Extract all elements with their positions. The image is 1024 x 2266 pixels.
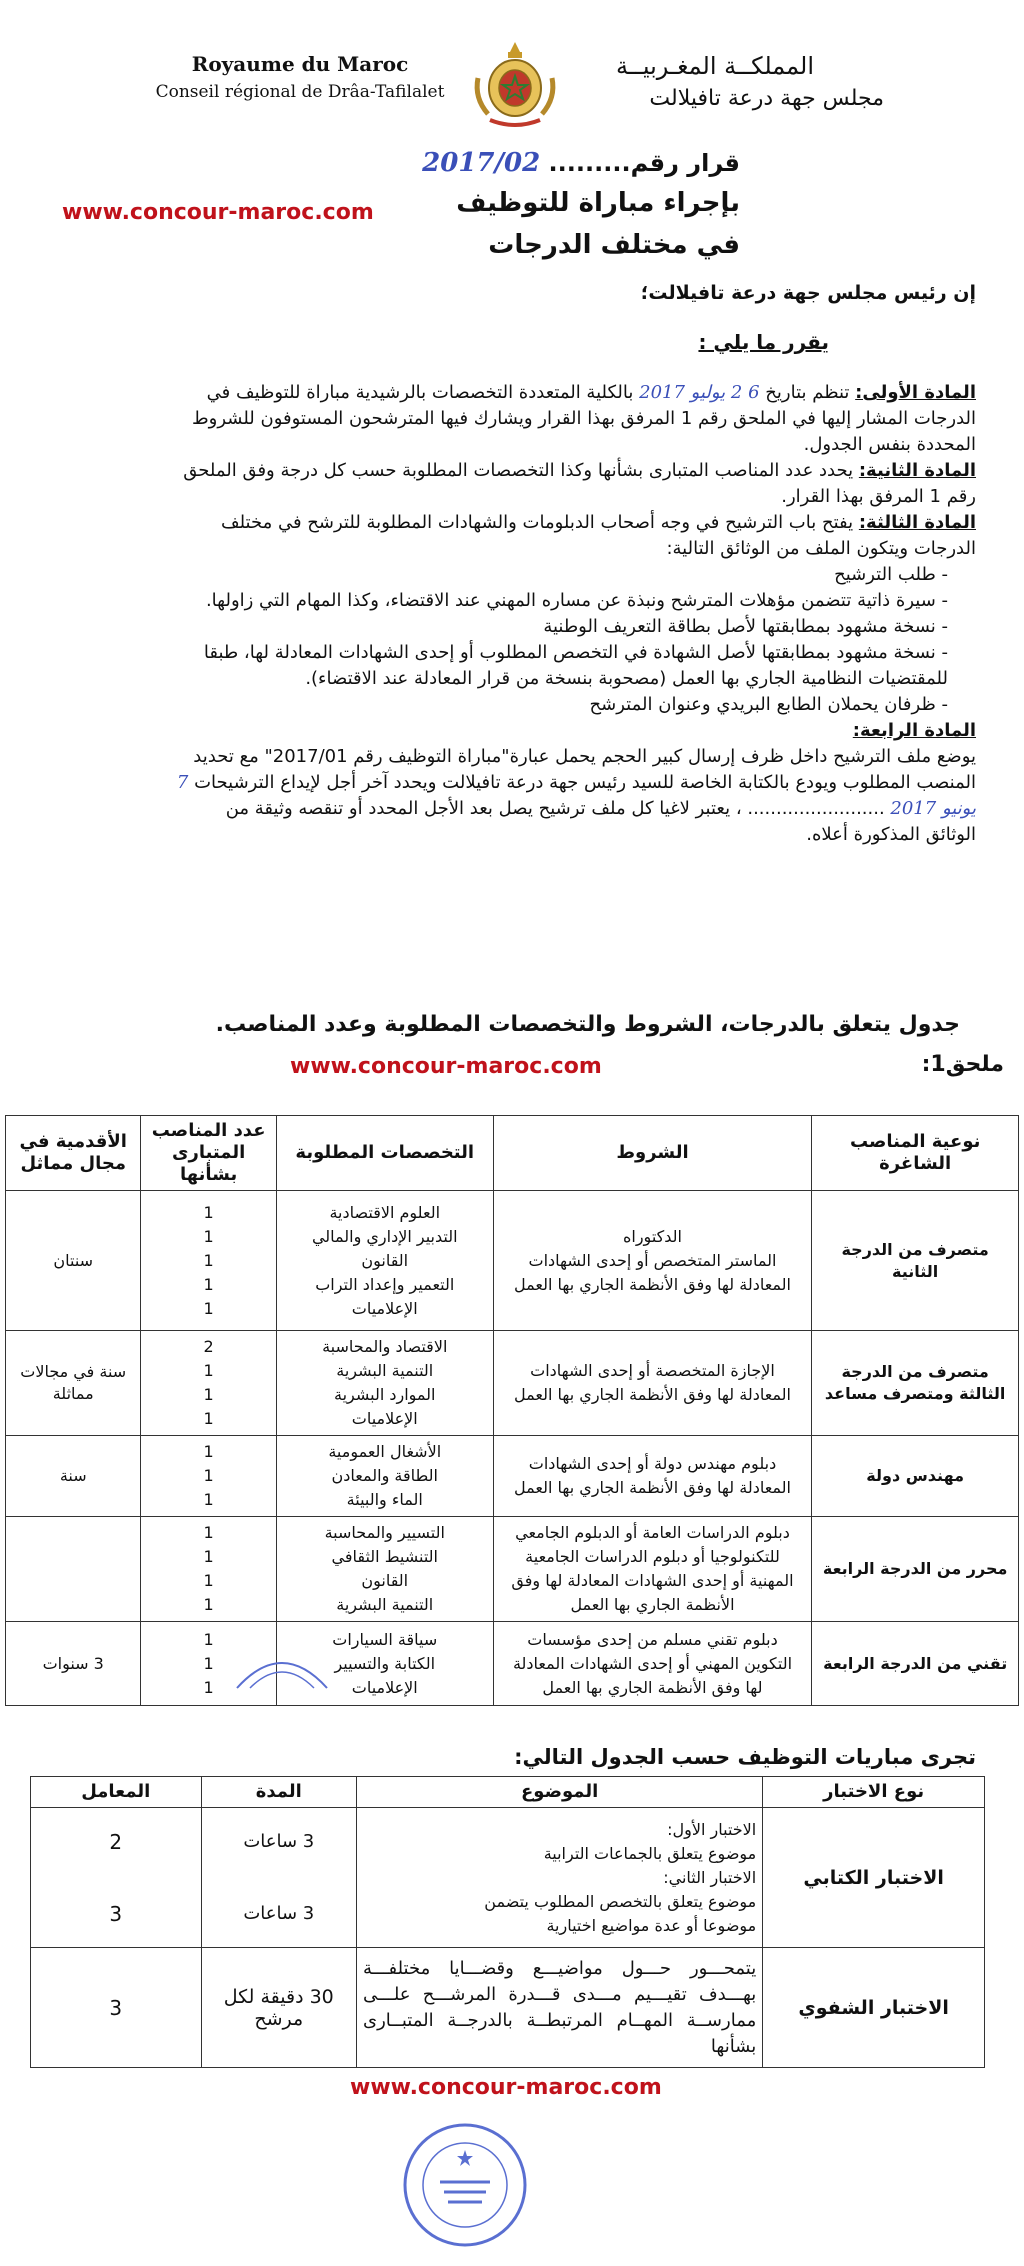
exams-title: تجرى مباريات التوظيف حسب الجدول التالي: (514, 1745, 976, 1769)
subject-line: موضوع يتعلق بالتخصص المطلوب يتضمن (484, 1891, 757, 1911)
article-4-text2: يعتبر لاغيا كل ملف ترشيح يصل بعد الأجل المحدد أو تنقصه وثيقة من الوثائق المذكورة أعلاه. (225, 798, 976, 845)
count-line: 1 (203, 1523, 214, 1542)
table-header: نوعية المناصب الشاغرة (812, 1116, 1019, 1191)
article-3-label: المادة الثالثة: (858, 512, 976, 533)
exam-duration-cell (201, 1808, 356, 1948)
decision-title-line3: في مختلف الدرجات (488, 230, 740, 260)
article-4-body: يوضع ملف الترشيح داخل ظرف إرسال كبير الحجم يحمل عبارة"مباراة التوظيف رقم 2017/01" مع تحديد المنصب المطلوب ويودع بالكتابة الخاصة للسيد رئيس جهة درعة تافيلالت ويحدد آخر أجل لإيداع الترشيحات 7 يونيو 2017 ........................ ، يعتبر لاغيا كل ملف ترشيح يصل بعد الأجل المحدد أو تنقصه وثيقة من الوثائق المذكورة أعلاه. (176, 746, 976, 845)
specialty-line: الكتابة والتسيير (334, 1653, 436, 1673)
specialty-line: الموارد البشرية (334, 1385, 436, 1404)
count-line: 1 (203, 1595, 214, 1614)
duration-line: 3 ساعات (243, 1830, 315, 1852)
count-line: 1 (203, 1442, 214, 1461)
condition-line: دبلوم الدراسات العامة أو الدبلوم الجامعي (515, 1523, 790, 1542)
articles-section (176, 380, 976, 848)
specialty-line: الأشغال العمومية (328, 1442, 442, 1461)
coef-line: 3 (109, 1901, 123, 1926)
list-item: - طلب الترشيح (176, 562, 948, 588)
condition-line: دبلوم تقني مسلم من إحدى مؤسسات (527, 1629, 778, 1649)
list-item: - نسخة مشهود بمطابقتها لأصل الشهادة في التخصص المطلوب أو إحدى الشهادات المعادلة لها، طبقا للمقتضيات النظامية الجاري بها العمل (مصحوبة بنسخة من قرار المعادلة عند الاقتضاء). (176, 640, 948, 692)
conditions-cell (493, 1436, 812, 1517)
count-line: 1 (203, 1298, 214, 1318)
specialty-line: الاقتصاد والمحاسبة (322, 1337, 448, 1356)
count-line: 1 (203, 1490, 214, 1509)
watermark-link[interactable]: www.concour-maroc.com (62, 200, 374, 225)
count-line: 1 (203, 1226, 214, 1246)
specialty-line: القانون (361, 1571, 409, 1590)
seniority-cell (6, 1517, 141, 1622)
count-line: 1 (203, 1385, 214, 1404)
grade-cell: تقني من الدرجة الرابعة (812, 1622, 1019, 1706)
count-cell (141, 1191, 276, 1331)
table-header: الموضوع (357, 1777, 763, 1808)
annex-title: جدول يتعلق بالدرجات، الشروط والتخصصات المطلوبة وعدد المناصب. (215, 1012, 960, 1037)
table-header: المدة (201, 1777, 356, 1808)
article-2-label: المادة الثانية: (858, 460, 976, 481)
condition-line: الدكتوراه (623, 1226, 682, 1246)
decision-number-label: قرار رقم......... (548, 149, 740, 177)
article-4-text: يوضع ملف الترشيح داخل ظرف إرسال كبير الحجم يحمل عبارة"مباراة التوظيف رقم 2017/01" مع تحديد المنصب المطلوب ويودع بالكتابة الخاصة للسيد رئيس جهة درعة تافيلالت ويحدد آخر أجل لإيداع الترشيحات (193, 746, 976, 793)
seniority-cell: سنة (6, 1436, 141, 1517)
specialty-line: القانون (361, 1250, 409, 1270)
annex-label: ملحق1: (921, 1052, 1004, 1077)
watermark-link[interactable]: www.concour-maroc.com (290, 1054, 602, 1079)
article-4-date: 7 يونيو 2017 (176, 772, 976, 819)
article-1-label: المادة الأولى: (855, 382, 976, 403)
conditions-cell (493, 1331, 812, 1436)
specialty-line: العلوم الاقتصادية (329, 1202, 441, 1222)
condition-line: المعادلة لها وفق الأنظمة الجاري بها العمل (514, 1478, 791, 1497)
condition-line: للتكنولوجيا أو دبلوم الدراسات الجامعية (525, 1547, 780, 1566)
grade-cell: متصرف من الدرجة الثانية (812, 1191, 1019, 1331)
intro-text: إن رئيس مجلس جهة درعة تافيلالت؛ (640, 282, 976, 304)
table-header: المعامل (31, 1777, 202, 1808)
seniority-cell: سنتان (6, 1191, 141, 1331)
count-cell (141, 1331, 276, 1436)
specialties-cell (276, 1517, 493, 1622)
condition-line: الإجازة المتخصصة أو إحدى الشهادات (530, 1361, 775, 1380)
count-cell (141, 1436, 276, 1517)
condition-line: التكوين المهني أو إحدى الشهادات المعادلة (512, 1653, 793, 1673)
specialty-line: التنشيط الثقافي (331, 1547, 438, 1566)
exam-subject-cell: يتمحـــور حـــول مواضيـــع وقضـــايا مختلفـــة بهـــدف تقيـــيم مـــدى قـــدرة المرشـــح علـــى ممارســة المهــام المرتبطــة بالدرجــة المتبــارى بشأنها (357, 1948, 763, 2068)
header-ar-line2: مجلس جهة درعة تافيلالت (649, 86, 884, 111)
table-header: عدد المناصب المتبارى بشأنها (141, 1116, 276, 1191)
specialty-line: التدبير الإداري والمالي (311, 1226, 458, 1246)
article-3-text: يفتح باب الترشيح في وجه أصحاب الدبلومات والشهادات المطلوبة للترشح في مختلف الدرجات ويتكون الملف من الوثائق التالية: (220, 512, 976, 559)
specialty-line: التنمية البشرية (336, 1361, 434, 1380)
subject-line: الاختبار الأول: (667, 1819, 757, 1839)
specialty-line: الماء والبيئة (346, 1490, 423, 1509)
subject-line: الاختبار الثاني: (663, 1867, 757, 1887)
specialty-line: الطاقة والمعادن (331, 1466, 438, 1485)
council-stamp-icon (400, 2120, 530, 2250)
exams-table (30, 1776, 985, 2068)
specialties-cell (276, 1436, 493, 1517)
table-row (6, 1436, 1019, 1517)
conditions-cell (493, 1517, 812, 1622)
conditions-cell (493, 1191, 812, 1331)
watermark-link[interactable]: www.concour-maroc.com (350, 2075, 662, 2100)
count-line: 1 (203, 1547, 214, 1566)
article-1-date: 6 2 يوليو 2017 (639, 382, 760, 403)
specialty-line: الإعلاميات (351, 1409, 418, 1428)
exam-coef-cell (31, 1808, 202, 1948)
count-line: 1 (203, 1677, 214, 1697)
article-1-pre: تنظم بتاريخ (765, 382, 856, 403)
article-3 (176, 510, 976, 562)
seniority-cell: 3 سنوات (6, 1622, 141, 1706)
stamp-fragment-icon (232, 1648, 332, 1693)
count-line: 1 (203, 1274, 214, 1294)
specialty-line: سياقة السيارات (332, 1629, 438, 1649)
table-row (31, 1808, 985, 1948)
count-line: 1 (203, 1629, 214, 1649)
article-2-text: يحدد عدد المناصب المتبارى بشأنها وكذا التخصصات المطلوبة حسب كل درجة وفق الملحق رقم 1 المرفق بهذا القرار. (183, 460, 976, 507)
count-line: 1 (203, 1202, 214, 1222)
table-header: التخصصات المطلوبة (276, 1116, 493, 1191)
table-row (6, 1517, 1019, 1622)
article-4 (176, 718, 976, 744)
table-row (6, 1191, 1019, 1331)
specialty-line: التعمير وإعداد التراب (315, 1274, 455, 1294)
condition-line: المعادلة لها وفق الأنظمة الجاري بها العمل (514, 1385, 791, 1404)
grade-cell: متصرف من الدرجة الثالثة ومتصرف مساعد (812, 1331, 1019, 1436)
article-4-label: المادة الرابعة: (852, 720, 976, 741)
article-3-list (176, 562, 976, 718)
article-2 (176, 458, 976, 510)
exam-duration-cell: 30 دقيقة لكل مرشح (201, 1948, 356, 2068)
table-row (31, 1948, 985, 2068)
table-header: نوع الاختبار (763, 1777, 985, 1808)
article-1 (176, 380, 976, 458)
condition-line: المهنية أو إحدى الشهادات المعادلة لها وفق (511, 1571, 794, 1590)
specialty-line: الإعلاميات (351, 1298, 418, 1318)
condition-line: دبلوم مهندس دولة أو إحدى الشهادات (528, 1454, 777, 1473)
exam-type-cell: الاختبار الشفوي (763, 1948, 985, 2068)
header-fr-line2: Conseil régional de Drâa-Tafilalet (155, 82, 445, 102)
count-line: 1 (203, 1361, 214, 1380)
subject-line: موضوع يتعلق بالجماعات الترابية (543, 1843, 757, 1863)
specialties-cell (276, 1331, 493, 1436)
count-line: 1 (203, 1250, 214, 1270)
header-fr-line1: Royaume du Maroc (191, 52, 409, 76)
condition-line: الماستر المتخصص أو إحدى الشهادات (528, 1250, 777, 1270)
exam-coef-cell: 3 (31, 1948, 202, 2068)
exam-type-cell: الاختبار الكتابي (763, 1808, 985, 1948)
seniority-cell: سنة في مجالات مماثلة (6, 1331, 141, 1436)
condition-line: المعادلة لها وفق الأنظمة الجاري بها العمل (514, 1274, 791, 1294)
decides-heading: يقرر ما يلي : (698, 330, 829, 354)
conditions-cell (493, 1622, 812, 1706)
table-row (6, 1622, 1019, 1706)
table-header-row (6, 1116, 1019, 1191)
grade-cell: محرر من الدرجة الرابعة (812, 1517, 1019, 1622)
decision-number (410, 148, 740, 178)
duration-line: 3 ساعات (243, 1902, 315, 1924)
count-line: 2 (203, 1337, 214, 1356)
royal-crest-icon (470, 38, 560, 133)
decision-title-line2: بإجراء مباراة للتوظيف (456, 188, 740, 218)
table-header: الأقدمية في مجال مماثل (6, 1116, 141, 1191)
header-ar-line1: المملكــة المغـربيــة (615, 52, 814, 80)
list-item: - نسخة مشهود بمطابقتها لأصل بطاقة التعريف الوطنية (176, 614, 948, 640)
table-header: الشروط (493, 1116, 812, 1191)
coef-line: 2 (109, 1829, 123, 1854)
list-item: - ظرفان يحملان الطابع البريدي وعنوان المترشح (176, 692, 948, 718)
specialty-line: التسيير والمحاسبة (324, 1523, 445, 1542)
specialty-line: التنمية البشرية (336, 1595, 434, 1614)
table-row (6, 1331, 1019, 1436)
condition-line: لها وفق الأنظمة الجاري بها العمل (542, 1677, 763, 1697)
list-item: - سيرة ذاتية تتضمن مؤهلات المترشح ونبذة عن مساره المهني عند الاقتضاء، وكذا المهام التي زاولها. (176, 588, 948, 614)
condition-line: الأنظمة الجاري بها العمل (570, 1595, 735, 1614)
count-line: 1 (203, 1653, 214, 1673)
specialties-cell (276, 1191, 493, 1331)
annex-table (5, 1115, 1019, 1706)
count-line: 1 (203, 1571, 214, 1590)
count-line: 1 (203, 1466, 214, 1485)
decision-number-handwritten: 2017/02 (422, 148, 541, 178)
exam-subject-cell (357, 1808, 763, 1948)
table-header-row (31, 1777, 985, 1808)
specialty-line: الإعلاميات (351, 1677, 418, 1697)
count-cell (141, 1517, 276, 1622)
article-1-text: بالكلية المتعددة التخصصات بالرشيدية مباراة للتوظيف في الدرجات المشار إليها في الملحق رقم 1 المرفق بهذا القرار ويشارك فيها المترشحون المستوفون للشروط المحددة بنفس الجدول. (192, 382, 976, 455)
grade-cell: مهندس دولة (812, 1436, 1019, 1517)
count-line: 1 (203, 1409, 214, 1428)
subject-line: موضوعا أو عدة مواضيع اختيارية (546, 1915, 757, 1935)
